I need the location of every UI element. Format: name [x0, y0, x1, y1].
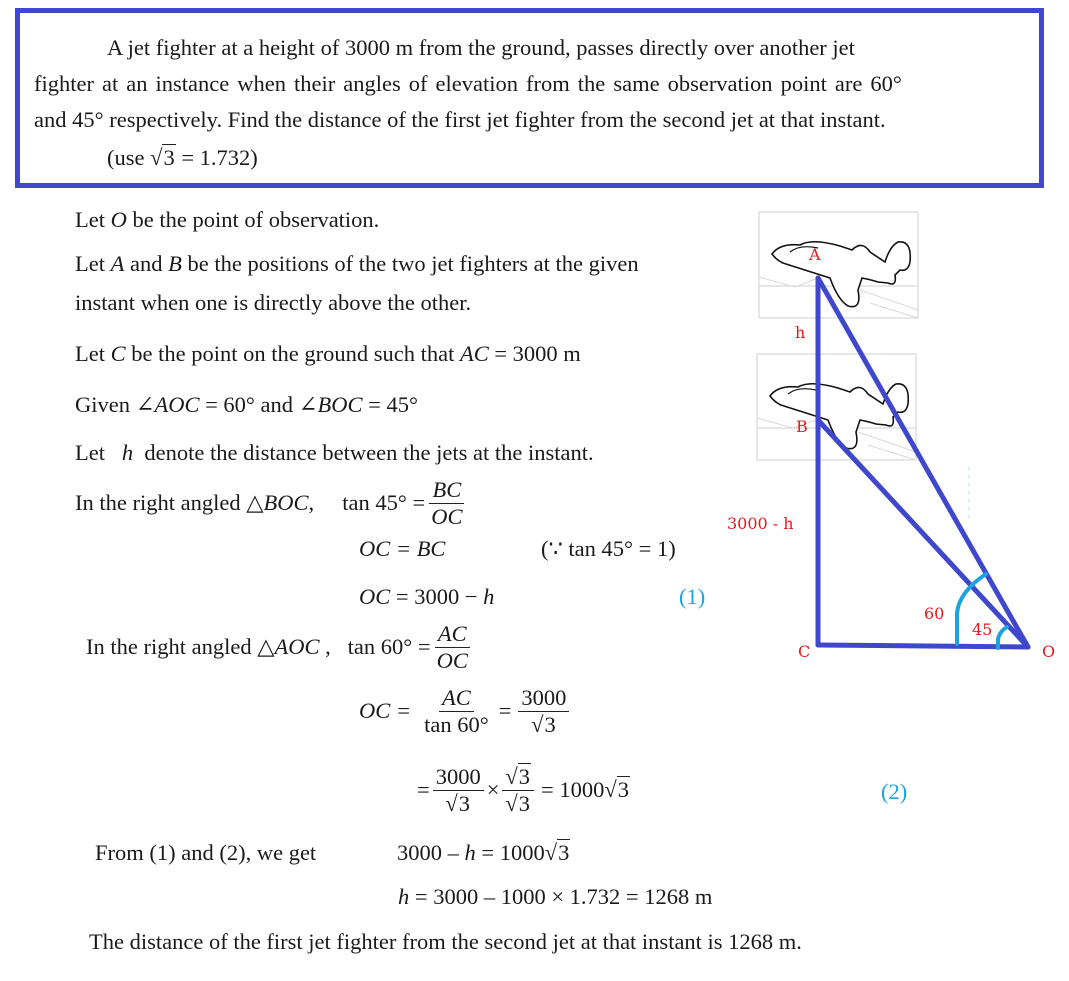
question-hint: (use √3 = 1.732): [107, 145, 258, 170]
label-o: O: [1042, 642, 1056, 661]
fraction-ac-oc: $\frac{AC}{OC}$: [436, 621, 468, 673]
equation-tan60: In the right angled △ AOC , tan 60° = $\frac{AC}{OC}$: [86, 622, 474, 672]
equation-tag-1: (1): [679, 584, 706, 609]
solution-line-instant: instant when one is directly above the other.: [75, 290, 472, 315]
equation-oc-3000-h: OC = 3000 − h: [359, 584, 495, 609]
solution-line-given: Given ∠AOC = 60° and ∠BOC = 45°: [75, 392, 418, 417]
label-b: B: [796, 417, 808, 436]
question-line-1: A jet fighter at a height of 3000 m from the ground, passes directly over another jet: [107, 35, 855, 60]
solution-line-let-h: Let h denote the distance between the jets at the instant.: [75, 440, 594, 465]
equation-3000-h: 3000 – h = 1000√3: [397, 840, 570, 865]
line-bo: [818, 420, 1028, 647]
solution-line-positions: Let A and B be the positions of the two jet fighters at the given: [75, 251, 639, 276]
equation-note-tan45: (∵ tan 45° = 1): [541, 536, 676, 561]
line-ao: [818, 278, 1028, 647]
label-angle-60: 60: [924, 604, 945, 623]
equation-tan45: In the right angled △ BOC , tan 45° = $\frac{BC}{OC}$: [75, 478, 468, 528]
fraction-sqrt3-sqrt3: $\frac{√3}{√3}$: [502, 765, 534, 815]
solution-line-point-c: Let C be the point on the ground such that AC = 3000 m: [75, 341, 581, 366]
solution-line-observation: Let O be the point of observation.: [75, 207, 380, 232]
question-line-2: fighter at an instance when their angles of elevation from the same observation point are 60°: [34, 71, 902, 96]
equation-oc-ac-tan60: OC = $\frac{AC}{\tan 60^\circ}$ = $\frac{3000}{√3}$: [359, 686, 572, 736]
equation-h-result: h = 3000 – 1000 × 1.732 = 1268 m: [398, 884, 713, 909]
label-h: h: [795, 323, 806, 342]
equation-rationalize: = $\frac{3000}{√3}$ × $\frac{√3}{√3}$ = 1000 √3: [417, 764, 629, 816]
fraction-ac-tan60: $\frac{AC}{\tan 60^\circ}$: [424, 685, 489, 737]
fraction-3000-sqrt3: $\frac{3000}{√3}$: [518, 686, 569, 736]
label-c: C: [798, 642, 811, 661]
question-line-3: and 45° respectively. Find the distance of the first jet fighter from the second jet at that instant.: [34, 107, 886, 132]
equation-oc-bc: OC = BC: [359, 536, 446, 561]
sqrt-symbol: √3: [150, 145, 175, 170]
jet-a-icon: [759, 212, 918, 318]
equation-tag-2: (2): [881, 779, 908, 804]
fraction-bc-oc: $\frac{BC}{OC}$: [431, 477, 463, 529]
label-angle-45: 45: [972, 620, 993, 639]
label-3000-minus-h: 3000 - h: [727, 514, 794, 533]
conclusion: The distance of the first jet fighter from the second jet at that instant is 1268 m.: [89, 929, 802, 954]
label-a: A: [809, 245, 821, 264]
fraction-3000-sqrt3-b: $\frac{3000}{√3}$: [433, 765, 484, 815]
equation-from-1-2: From (1) and (2), we get: [95, 840, 317, 865]
